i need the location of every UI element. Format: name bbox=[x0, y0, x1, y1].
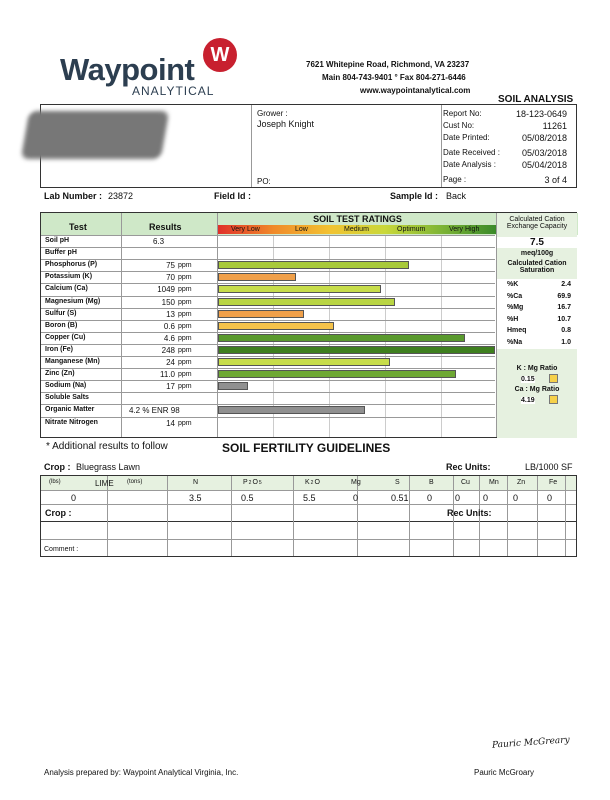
sat-label: Hmeq bbox=[507, 327, 527, 334]
rating-bar bbox=[218, 406, 365, 414]
saturation-list bbox=[497, 279, 577, 349]
test-name: Nitrate Nitrogen bbox=[45, 418, 98, 426]
test-unit: ppm bbox=[178, 371, 192, 379]
test-name: Soil pH bbox=[45, 237, 70, 244]
prepared-by: Analysis prepared by: Waypoint Analytical Virginia, Inc. bbox=[44, 768, 239, 777]
guideline-value: 0.5 bbox=[241, 493, 254, 503]
grower-name: Joseph Knight bbox=[257, 119, 315, 129]
test-unit: ppm bbox=[178, 262, 192, 270]
header-part: 2 bbox=[310, 480, 314, 486]
report-info-label: Date Printed: bbox=[443, 133, 490, 142]
sat-value: 2.4 bbox=[561, 281, 571, 288]
header-part: 2 bbox=[248, 480, 252, 486]
sat-label: %K bbox=[507, 281, 519, 288]
report-info-list bbox=[443, 107, 573, 187]
report-info-value: 3 of 4 bbox=[544, 175, 567, 185]
camg-title: Ca : Mg Ratio bbox=[514, 386, 560, 393]
sat-label: %Mg bbox=[507, 304, 524, 311]
guideline-value: 0 bbox=[483, 493, 489, 503]
test-unit: ppm bbox=[178, 286, 192, 294]
rating-bar bbox=[218, 346, 495, 354]
kmg-title: K : Mg Ratio bbox=[516, 365, 558, 372]
guideline-col-header bbox=[243, 479, 263, 486]
header-part: O bbox=[252, 479, 258, 486]
guideline-value: 3.5 bbox=[189, 493, 202, 503]
test-unit: ppm bbox=[178, 298, 192, 306]
guideline-col-header: Cu bbox=[461, 479, 470, 486]
header-part: P bbox=[243, 479, 248, 486]
guideline-col-header: Mn bbox=[489, 479, 499, 486]
kmg-indicator-icon bbox=[549, 374, 558, 383]
sat-title: Calculated Cation Saturation bbox=[507, 260, 567, 274]
rec-units2-label: Rec Units: bbox=[447, 508, 492, 518]
additional-results-note: * Additional results to follow bbox=[46, 441, 168, 452]
rec-units-value: LB/1000 SF bbox=[525, 462, 573, 472]
company-phone: Main 804-743-9401 ° Fax 804-271-6446 bbox=[322, 73, 466, 82]
test-result: 24 bbox=[166, 358, 175, 367]
logo-word: Waypoint bbox=[60, 52, 195, 87]
company-address: 7621 Whitepine Road, Richmond, VA 23237 bbox=[306, 60, 470, 69]
guideline-col-header: N bbox=[193, 479, 199, 486]
test-result: 11.0 bbox=[160, 370, 175, 380]
guideline-col-header: B bbox=[429, 479, 434, 486]
guideline-value: 0 bbox=[427, 493, 433, 503]
rating-bar bbox=[218, 298, 395, 306]
report-info-value: 05/04/2018 bbox=[521, 160, 567, 170]
kmg-value: 0.15 bbox=[521, 376, 535, 383]
report-info-label: Report No: bbox=[443, 109, 482, 118]
cec-unit: meq/100g bbox=[520, 250, 554, 257]
test-result: 4.2 % ENR 98 bbox=[129, 406, 180, 416]
rating-label: Very High bbox=[449, 226, 480, 233]
report-info-label: Cust No: bbox=[443, 121, 475, 130]
test-result: 14 bbox=[166, 418, 175, 428]
guideline-value: 0 bbox=[353, 493, 359, 503]
header-part: O bbox=[314, 479, 320, 486]
po-label: PO: bbox=[257, 177, 271, 186]
camg-indicator-icon bbox=[549, 395, 558, 404]
guideline-value: 0 bbox=[513, 493, 519, 503]
test-unit: ppm bbox=[178, 322, 192, 330]
rating-label: Medium bbox=[344, 226, 369, 233]
test-name: Copper (Cu) bbox=[45, 333, 86, 341]
test-name: Zinc (Zn) bbox=[45, 370, 75, 378]
rating-bar bbox=[218, 334, 465, 342]
report-info-value: 05/08/2018 bbox=[521, 133, 567, 143]
crop-label: Crop : bbox=[44, 462, 71, 472]
results-header: Results bbox=[149, 222, 182, 232]
crop2-label: Crop : bbox=[45, 508, 72, 518]
sat-label: %Ca bbox=[507, 292, 523, 300]
test-unit: ppm bbox=[178, 419, 192, 427]
cec-panel bbox=[497, 213, 577, 438]
guideline-col-header: LIME bbox=[95, 479, 114, 488]
test-name: Potassium (K) bbox=[45, 273, 93, 281]
lab-number-label: Lab Number : bbox=[44, 191, 103, 201]
test-name: Iron (Fe) bbox=[45, 345, 73, 353]
info-box bbox=[40, 104, 577, 188]
rating-bar bbox=[218, 382, 248, 390]
signature-text: Pauric McGreary bbox=[491, 735, 570, 751]
test-result: 0.6 bbox=[163, 321, 175, 331]
logo-circle-icon: W bbox=[203, 38, 237, 72]
test-unit: ppm bbox=[178, 274, 192, 282]
test-name: Phosphorus (P) bbox=[45, 261, 98, 269]
test-name: Sodium (Na) bbox=[45, 382, 87, 390]
guidelines-table bbox=[40, 475, 577, 557]
sat-label: %Na bbox=[507, 338, 523, 346]
report-title: SOIL ANALYSIS bbox=[498, 94, 574, 105]
test-unit: ppm bbox=[178, 310, 192, 318]
report-info-label: Date Received : bbox=[443, 148, 500, 157]
sat-value: 0.8 bbox=[561, 327, 571, 334]
test-result: 13 bbox=[166, 309, 175, 319]
test-name: Sulfur (S) bbox=[45, 309, 77, 317]
header-part: K bbox=[305, 479, 310, 486]
test-result: 248 bbox=[161, 345, 175, 355]
grower-label: Grower : bbox=[257, 109, 288, 118]
cec-value: 7.5 bbox=[497, 237, 577, 248]
redacted-client-block bbox=[21, 111, 169, 159]
comment-label: Comment : bbox=[44, 546, 79, 553]
crop-value: Bluegrass Lawn bbox=[76, 462, 141, 472]
rating-bar bbox=[218, 285, 381, 293]
test-result: 6.3 bbox=[153, 237, 165, 246]
test-name: Boron (B) bbox=[45, 321, 78, 329]
cec-title: Calculated Cation Exchange Capacity bbox=[506, 216, 568, 230]
sample-id-value: Back bbox=[446, 191, 467, 201]
sat-value: 10.7 bbox=[557, 315, 571, 323]
test-result: 1049 bbox=[157, 285, 175, 295]
soil-test-table bbox=[40, 212, 577, 438]
sat-label: %H bbox=[507, 315, 519, 323]
test-unit: ppm bbox=[178, 383, 192, 391]
rating-label: Optimum bbox=[397, 226, 426, 233]
guideline-value: 0 bbox=[71, 493, 77, 503]
report-info-value: 05/03/2018 bbox=[521, 148, 567, 158]
camg-value: 4.19 bbox=[521, 397, 535, 404]
test-name: Organic Matter bbox=[45, 406, 95, 414]
rec-units-label: Rec Units: bbox=[446, 462, 491, 472]
company-website: www.waypointanalytical.com bbox=[360, 86, 471, 95]
test-result: 4.6 bbox=[163, 333, 175, 343]
rating-label: Very Low bbox=[231, 226, 260, 233]
rating-label: Low bbox=[295, 226, 308, 233]
guidelines-title: SOIL FERTILITY GUIDELINES bbox=[222, 441, 391, 455]
test-name: Magnesium (Mg) bbox=[45, 297, 101, 305]
guideline-col-header bbox=[305, 479, 321, 486]
test-result: 70 bbox=[166, 273, 175, 283]
guideline-col-header: S bbox=[395, 479, 400, 486]
report-info-label: Date Analysis : bbox=[443, 160, 496, 169]
ratings-header: SOIL TEST RATINGS bbox=[313, 214, 402, 224]
test-name: Manganese (Mn) bbox=[45, 358, 100, 365]
report-info-value: 11261 bbox=[542, 121, 567, 131]
report-info-value: 18-123-0649 bbox=[515, 109, 567, 119]
sat-value: 69.9 bbox=[557, 292, 571, 300]
logo-sub: ANALYTICAL bbox=[132, 84, 215, 98]
test-name: Calcium (Ca) bbox=[45, 285, 88, 293]
rating-bar bbox=[218, 261, 409, 269]
rating-bar bbox=[218, 370, 456, 378]
test-unit: ppm bbox=[178, 359, 192, 366]
test-header: Test bbox=[69, 222, 87, 232]
report-info-label: Page : bbox=[443, 175, 467, 184]
rating-bar bbox=[218, 273, 296, 281]
test-result: 17 bbox=[166, 382, 175, 392]
guideline-col-header: (tons) bbox=[127, 479, 143, 485]
rating-bar bbox=[218, 322, 334, 330]
test-name: Buffer pH bbox=[45, 249, 77, 257]
guideline-col-header: Zn bbox=[517, 479, 526, 486]
guideline-col-header: Fe bbox=[549, 479, 558, 486]
sat-value: 1.0 bbox=[561, 338, 571, 346]
test-name: Soluble Salts bbox=[45, 394, 89, 402]
sample-id-label: Sample Id : bbox=[390, 191, 439, 201]
test-result: 150 bbox=[161, 297, 175, 307]
guideline-value: 0.51 bbox=[391, 493, 409, 503]
sat-value: 16.7 bbox=[557, 304, 571, 311]
company-logo bbox=[60, 38, 250, 98]
signer-name: Pauric McGroary bbox=[474, 768, 535, 777]
guideline-value: 0 bbox=[455, 493, 461, 503]
guideline-value: 5.5 bbox=[303, 493, 316, 503]
header-part: 5 bbox=[258, 480, 262, 486]
rating-bar bbox=[218, 310, 304, 318]
test-unit: ppm bbox=[178, 334, 192, 342]
signature-image bbox=[492, 735, 570, 750]
guideline-col-header: Mg bbox=[351, 479, 361, 486]
field-id-label: Field Id : bbox=[214, 191, 251, 201]
test-result: 75 bbox=[166, 261, 175, 271]
guideline-value: 0 bbox=[547, 493, 553, 503]
rating-bar bbox=[218, 358, 390, 366]
lab-number-value: 23872 bbox=[108, 191, 134, 201]
test-unit: ppm bbox=[178, 346, 192, 354]
guideline-col-header: (lbs) bbox=[49, 479, 61, 485]
